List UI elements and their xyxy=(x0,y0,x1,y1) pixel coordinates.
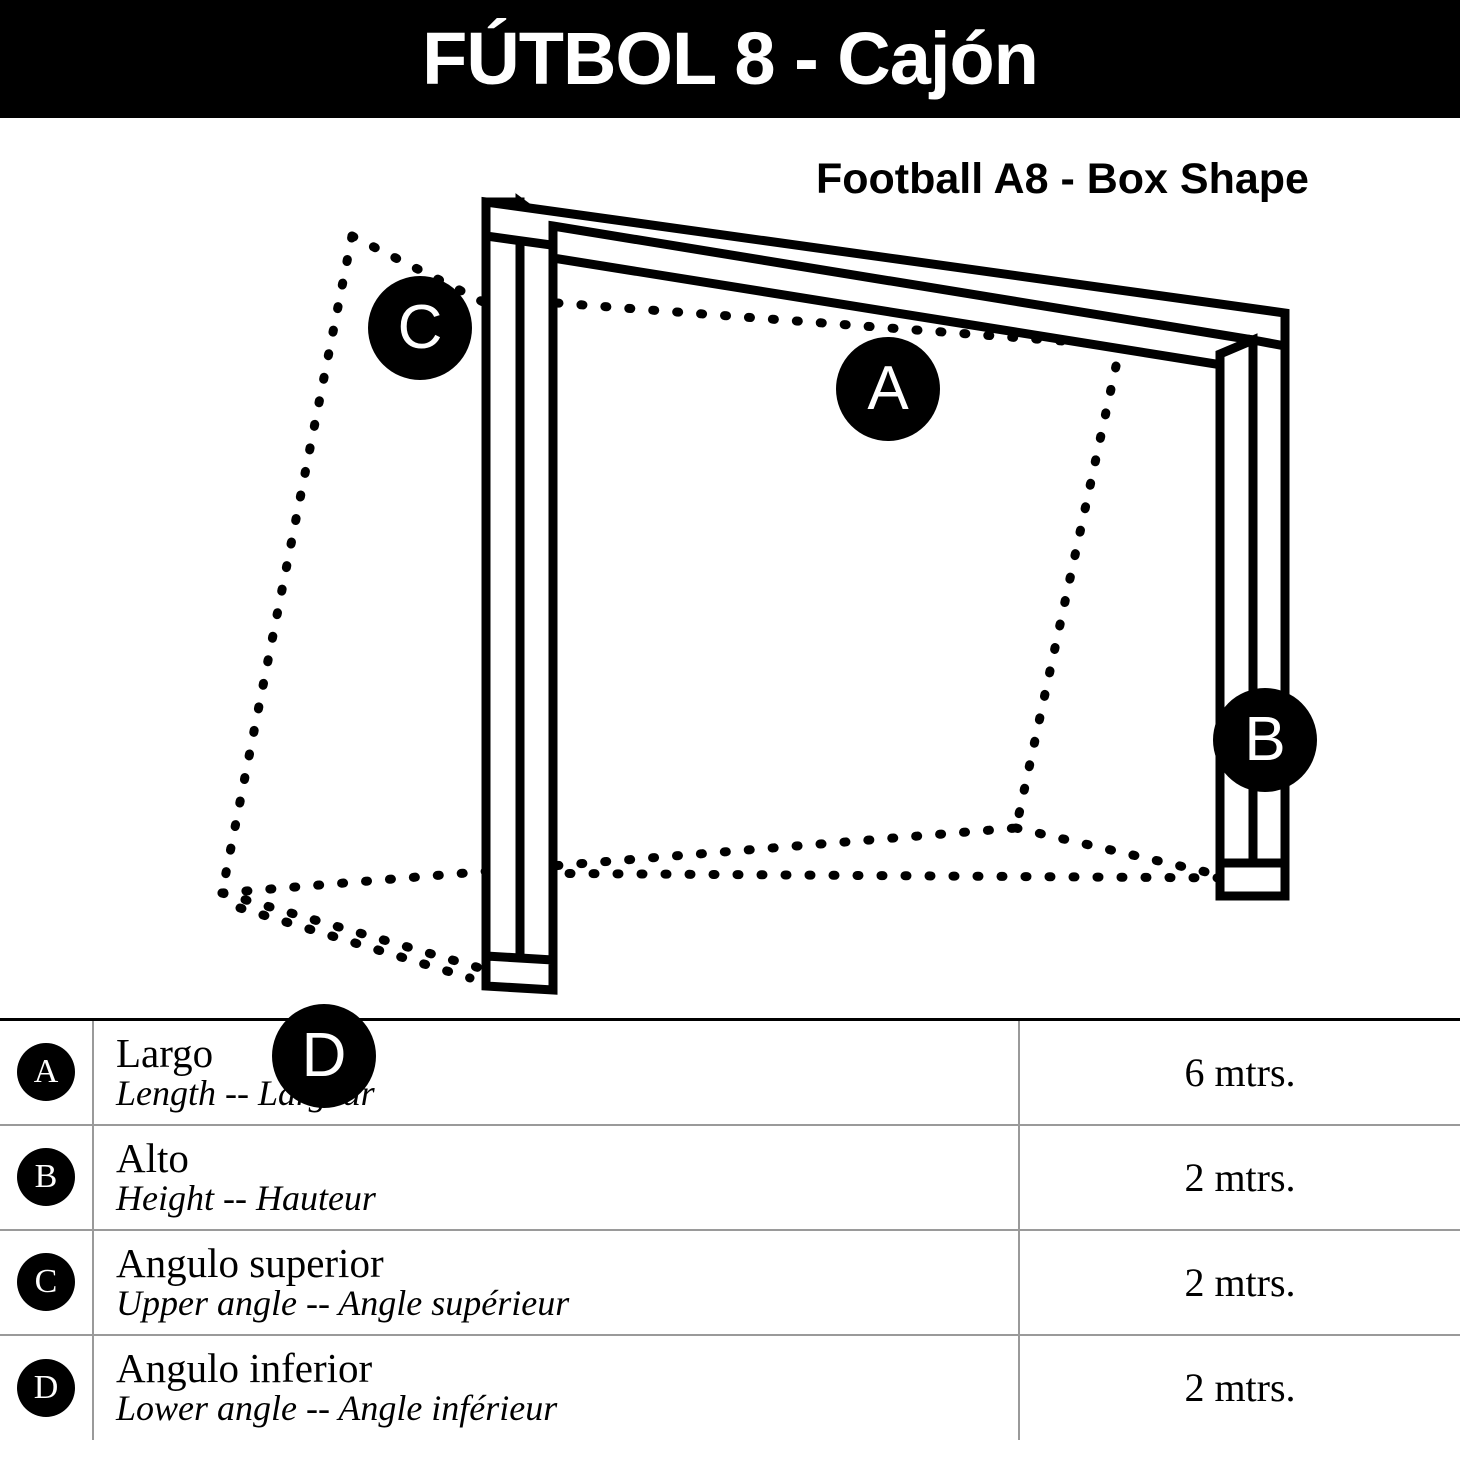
row-label-cell xyxy=(93,1020,1019,1125)
row-translation: Upper angle -- Angle supérieur xyxy=(116,1282,570,1323)
row-badge-cell xyxy=(0,1230,93,1335)
callout-c: C xyxy=(368,276,472,380)
row-badge-d: D xyxy=(17,1359,75,1417)
row-value: 2 mtrs. xyxy=(1019,1230,1460,1335)
callout-a: A xyxy=(836,337,940,441)
row-name: Largo xyxy=(116,1029,214,1076)
row-badge-cell xyxy=(0,1020,93,1125)
row-value: 6 mtrs. xyxy=(1019,1020,1460,1125)
row-value: 2 mtrs. xyxy=(1019,1335,1460,1440)
row-name: Angulo inferior xyxy=(116,1345,373,1392)
row-badge-b: B xyxy=(17,1148,75,1206)
row-badge-a: A xyxy=(17,1043,75,1101)
page-title: FÚTBOL 8 - Cajón xyxy=(422,17,1038,100)
table-row xyxy=(0,1335,1460,1440)
row-name: Alto xyxy=(116,1134,189,1181)
spec-table xyxy=(0,1018,1460,1440)
table-row xyxy=(0,1230,1460,1335)
row-translation: Lower angle -- Angle inférieur xyxy=(116,1388,558,1429)
row-badge-c: C xyxy=(17,1253,75,1311)
callout-d: D xyxy=(272,1004,376,1108)
row-badge-cell xyxy=(0,1335,93,1440)
callout-b: B xyxy=(1213,688,1317,792)
title-bar xyxy=(0,0,1460,118)
row-label-cell xyxy=(93,1230,1019,1335)
subtitle: Football A8 - Box Shape xyxy=(816,155,1309,203)
row-label-cell xyxy=(93,1125,1019,1230)
goal-illustration xyxy=(0,118,1460,1018)
row-badge-cell xyxy=(0,1125,93,1230)
table-row xyxy=(0,1125,1460,1230)
table-row xyxy=(0,1020,1460,1125)
row-name: Angulo superior xyxy=(116,1239,384,1286)
row-translation: Height -- Hauteur xyxy=(116,1177,376,1218)
goal-frame xyxy=(486,202,1285,990)
row-value: 2 mtrs. xyxy=(1019,1125,1460,1230)
row-label-cell xyxy=(93,1335,1019,1440)
row-translation: Length -- Largeur xyxy=(116,1072,375,1113)
